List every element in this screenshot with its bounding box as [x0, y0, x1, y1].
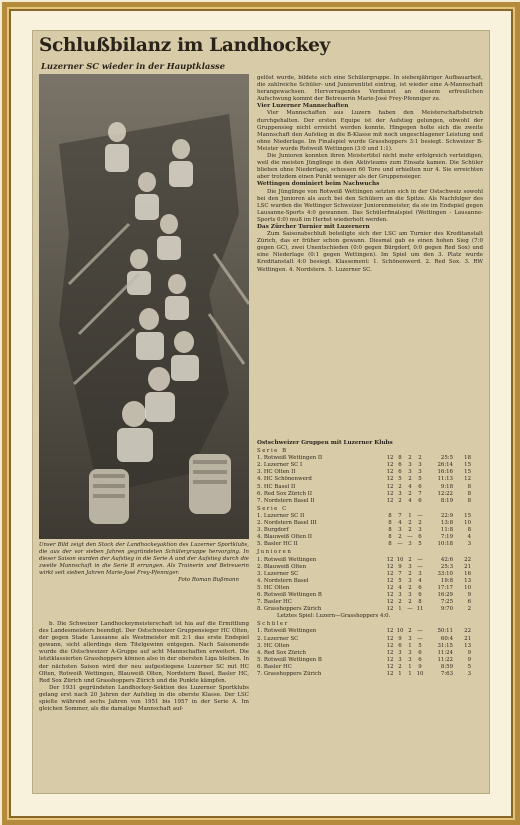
draws: 3 [408, 462, 412, 469]
goal-difference: 33:10 [437, 570, 453, 577]
wins: 9 [398, 635, 402, 642]
goal-difference: 10:18 [437, 541, 453, 548]
goal-difference: 12:22 [437, 490, 453, 497]
team-name: 2. Luzerner SC I [257, 462, 303, 469]
points: 22 [464, 556, 471, 563]
standings-row [257, 469, 485, 476]
wins: 5 [398, 577, 402, 584]
wins: 6 [398, 642, 402, 649]
draws: 2 [408, 556, 412, 563]
team-name: 4. Red Sox Zürich [257, 649, 306, 656]
wins: 2 [398, 599, 402, 606]
losses: 3 [418, 469, 422, 476]
wins: 7 [398, 512, 402, 519]
standings-row [257, 650, 485, 657]
losses: 3 [418, 527, 422, 534]
article-right-column [257, 75, 483, 274]
losses: 3 [418, 462, 422, 469]
games-played: 12 [386, 599, 394, 606]
wins: 2 [398, 534, 402, 541]
draws: 2 [408, 476, 412, 483]
standings-row [257, 513, 485, 520]
group-heading: Serie C [257, 505, 288, 512]
games-played: 8 [388, 527, 392, 534]
wins: 4 [398, 520, 402, 527]
standings-title: Ostschweizer Gruppen mit Luzerner Klubs [257, 440, 393, 446]
points: 3 [467, 671, 471, 677]
points: 16 [464, 570, 471, 577]
points: 8 [467, 497, 471, 504]
wins: 8 [398, 455, 402, 462]
losses: — [417, 635, 423, 642]
losses: 7 [418, 490, 422, 497]
standings-tables [257, 440, 485, 678]
wins: 1 [398, 671, 402, 677]
draws: 2 [408, 599, 412, 606]
goal-difference: 31:15 [437, 642, 453, 649]
wins: 2 [398, 497, 402, 504]
team-name: 1. Rotweiß Wettingen II [257, 455, 323, 462]
points: 12 [464, 476, 471, 483]
losses: — [417, 556, 423, 563]
wins: 3 [398, 649, 402, 656]
goal-difference: 60:4 [440, 635, 453, 642]
team-name: 2. Blauweiß Olten [257, 563, 307, 570]
standings-row [257, 455, 485, 462]
wins: 1 [398, 606, 402, 613]
team-name: 7. Nordstern Basel II [257, 497, 315, 504]
wins: 7 [398, 570, 402, 577]
games-played: 12 [386, 649, 394, 656]
team-name: 6. Red Sox Zürich II [257, 490, 312, 497]
points: 15 [464, 512, 471, 519]
losses: 5 [418, 642, 422, 649]
losses: 11 [416, 606, 424, 613]
goal-difference: 19:8 [440, 577, 453, 584]
headline: Schlußbilanz im Landhockey [39, 35, 331, 56]
draws: 3 [408, 649, 412, 656]
standings-row [257, 491, 485, 498]
goal-difference: 42:6 [440, 556, 453, 563]
standings-row [257, 520, 485, 527]
goal-difference: 8:59 [440, 663, 453, 670]
wins: 10 [396, 628, 404, 635]
paragraph: Die Jünglinge von Rotweiß Wettingen setzten sich in der Ostschweiz sowohl bei den Junioren als auch bei den Schülern an die Spitze. Als Nachfolger des LSC wurden die Wettinger Schweizer Juniorenmeister, da sie im Endspiel gegen Lausanne-Sports 4:0 gewannen. Das Schülerfinalspiel (Wettingen - Lausanne-Sports 0:0) muß im Herbst wiederholt werden. [257, 188, 483, 223]
goal-difference: 7:25 [440, 599, 453, 606]
goal-difference: 26:14 [437, 462, 453, 469]
goal-difference: 16:16 [437, 469, 453, 476]
losses: 3 [418, 570, 422, 577]
team-name: 3. HC Olten [257, 642, 290, 649]
draws: — [407, 606, 413, 613]
losses: 5 [418, 476, 422, 483]
games-played: 12 [386, 556, 394, 563]
losses: — [417, 563, 423, 570]
draws: 2 [408, 584, 412, 591]
paragraph: Zum Saisonabschluß beteiligte sich der LSC am Turnier des Kreditanstalt Zürich, das er früher schon gewann. Diesmal gab es einen hohen Sieg (7:0 gegen GC), zwei Unentschieden (0:0 gegen Bürgdorf, 0:0 gegen Red Sox) und eine Niederlage (0:1 gegen Wettingen). Im Spiel um den 3. Platz wurde Kreditanstalt 4:0 besiegt. Klassement: 1. Schönenwerd. 2. Red Sox. 3. RW Wettingen. 4. Nordstern. 5. Luzerner SC. [257, 231, 483, 273]
games-played: 12 [386, 570, 394, 577]
games-played: 12 [386, 635, 394, 642]
wins: 3 [398, 527, 402, 534]
team-name: 3. Burgdorf [257, 527, 289, 534]
team-name: 1. Luzerner SC II [257, 512, 305, 519]
games-played: 12 [386, 584, 394, 591]
draws: 2 [408, 527, 412, 534]
paragraph: Vier Mannschaften aus Luzern haben den Meisterschaftsbetrieb durchgehalten. Der ersten Equipe ist der Aufstieg gelungen, obwohl der Gruppensieg nicht erreicht werden konnte. Hingegen holte sich die zweite Mannschaft den Aufstieg in die B-Klasse mit noch ungeschlagener Leistung und ohne Niederlage. Im Finalspiel wurde Grasshoppers 3:1 besiegt. Schweizer B-Meister wurde Rotweiß Wettingen (3:0 und 1:1). [257, 110, 483, 152]
standings-row [257, 636, 485, 643]
points: 6 [467, 599, 471, 606]
team-name: 1. Rotweiß Wettingen [257, 556, 317, 563]
standings-row [257, 527, 485, 534]
losses: 2 [418, 520, 422, 527]
games-played: 12 [386, 469, 394, 476]
losses: — [417, 628, 423, 635]
draws: 3 [408, 541, 412, 548]
group-heading: Junioren [257, 549, 293, 556]
draws: 3 [408, 635, 412, 642]
standings-row [257, 671, 485, 678]
games-played: 12 [386, 663, 394, 670]
paragraph: Der 1931 gegründeten Landhockey-Sektion des Luzerner Sportklubs gelang erst nach 20 Jahren der Aufstieg in die oberste Klasse. Der LSC spielte während sechs Jahren von 1951 bis 1957 in der Serie A. Im gleichen Sommer, als die damalige Mannschaft auf- [39, 684, 249, 713]
wins: — [397, 541, 403, 548]
games-played: 12 [386, 563, 394, 570]
points: 10 [464, 520, 471, 527]
goal-difference: 13:8 [440, 520, 453, 527]
goal-difference: 17:17 [437, 584, 453, 591]
points: 22 [464, 628, 471, 635]
goal-difference: 9:70 [440, 606, 453, 613]
team-name: 2. Luzerner SC [257, 635, 299, 642]
photo-credit: Foto Roman Bußmann [178, 576, 239, 583]
wins: 6 [398, 462, 402, 469]
standings-groups [257, 448, 485, 678]
standings-row [257, 571, 485, 578]
points: 3 [467, 541, 471, 548]
goal-difference: 11:22 [437, 656, 453, 663]
team-name: 2. Nordstern Basel III [257, 520, 317, 527]
draws: 4 [408, 483, 412, 490]
standings-row [257, 606, 485, 613]
points: 4 [467, 534, 471, 541]
draws: 1 [408, 512, 412, 519]
losses: 6 [418, 534, 422, 541]
subheadline: Luzerner SC wieder in der Hauptklasse [41, 61, 226, 71]
group-note: Letztes Spiel: Luzern—Grasshoppers 4:0. [277, 613, 391, 620]
team-name: 4. Blauweiß Olten II [257, 534, 313, 541]
standings-row [257, 534, 485, 541]
standings-row [257, 664, 485, 671]
points: 9 [467, 656, 471, 663]
games-played: 12 [386, 455, 394, 462]
draws: 4 [408, 497, 412, 504]
photo-caption [39, 542, 249, 583]
games-played: 12 [386, 476, 394, 483]
games-played: 12 [386, 642, 394, 649]
standings-row [257, 564, 485, 571]
points: 13 [464, 577, 471, 584]
games-played: 8 [388, 512, 392, 519]
article-left-column [39, 621, 249, 713]
team-name: 6. Rotweiß Wettingen B [257, 591, 322, 598]
games-played: 8 [388, 534, 392, 541]
points: 21 [464, 563, 471, 570]
standings-row [257, 484, 485, 491]
losses: 4 [418, 577, 422, 584]
points: 2 [467, 606, 471, 613]
goal-difference: 22:9 [440, 512, 453, 519]
losses: 6 [418, 584, 422, 591]
losses: — [417, 512, 423, 519]
goal-difference: 11:8 [440, 527, 453, 534]
games-played: 12 [386, 606, 394, 613]
points: 8 [467, 490, 471, 497]
losses: 5 [418, 541, 422, 548]
draws: 3 [408, 591, 412, 598]
draws: 1 [408, 671, 412, 677]
games-played: 12 [386, 656, 394, 663]
wins: 2 [398, 663, 402, 670]
goal-difference: 16:29 [437, 591, 453, 598]
group-heading: Schüler [257, 621, 289, 628]
losses: 6 [418, 656, 422, 663]
losses: 6 [418, 497, 422, 504]
standings-row [257, 476, 485, 483]
team-name: 7. Grasshoppers Zürich [257, 671, 322, 677]
points: 15 [464, 462, 471, 469]
losses: 8 [418, 599, 422, 606]
draws: 3 [408, 469, 412, 476]
group-heading: Serie B [257, 448, 288, 455]
team-name: 3. Luzerner SC [257, 570, 299, 577]
goal-difference: 7:63 [440, 671, 453, 677]
team-name: 3. HC Olten II [257, 469, 296, 476]
draws: 3 [408, 577, 412, 584]
newspaper-clipping [32, 30, 490, 794]
points: 8 [467, 527, 471, 534]
losses: 2 [418, 455, 422, 462]
losses: 6 [418, 649, 422, 656]
team-name: 5. Rotweiß Wettingen B [257, 656, 322, 663]
section-heading: Das Zürcher Turnier mit Luzernern [257, 223, 370, 230]
standings-row [257, 599, 485, 606]
games-played: 12 [386, 490, 394, 497]
wins: 10 [396, 556, 404, 563]
games-played: 12 [386, 591, 394, 598]
team-name: 5. HC Basel II [257, 483, 296, 490]
team-name: 8. Grasshoppers Zürich [257, 606, 322, 613]
wins: 4 [398, 584, 402, 591]
standings-row [257, 541, 485, 548]
standings-row [257, 592, 485, 599]
wins: 9 [398, 563, 402, 570]
team-name: 4. Nordstern Basel [257, 577, 309, 584]
goal-difference: 50:11 [437, 628, 453, 635]
section-heading: Wettingen dominiert beim Nachwuchs [257, 181, 380, 188]
points: 9 [467, 591, 471, 598]
draws: 2 [408, 570, 412, 577]
goal-difference: 9:18 [440, 483, 453, 490]
goal-difference: 11:24 [437, 649, 453, 656]
goal-difference: 11:13 [437, 476, 453, 483]
goal-difference: 7:19 [440, 534, 453, 541]
losses: 6 [418, 591, 422, 598]
wins: 2 [398, 483, 402, 490]
games-played: 12 [386, 497, 394, 504]
games-played: 8 [388, 520, 392, 527]
paragraph: gelöst wurde, bildete sich eine Schülergruppe. In siebenjähriger Aufbauarbeit, die zahlreiche Schüler- und Juniorentitel eintrug, ist wieder eine A-Mannschaft herangewachsen. Hervorragendes Verdienst an diesem erfreulichen Aufschwung kommt der Betreuerin Marie-José Frey-Pfenniger zu. [257, 75, 483, 103]
points: 15 [464, 469, 471, 476]
games-played: 12 [386, 671, 394, 677]
draws: 2 [408, 520, 412, 527]
team-name: 5. HC Olten [257, 584, 290, 591]
standings-row [257, 628, 485, 635]
losses: 10 [416, 671, 424, 677]
points: 9 [467, 649, 471, 656]
games-played: 12 [386, 577, 394, 584]
wins: 3 [398, 591, 402, 598]
team-name: 5. Basler HC II [257, 541, 298, 548]
draws: 3 [408, 656, 412, 663]
goal-difference: 8:19 [440, 497, 453, 504]
section-heading: Vier Luzerner Mannschaften [257, 103, 349, 110]
wins: 3 [398, 490, 402, 497]
points: 10 [464, 584, 471, 591]
games-played: 12 [386, 483, 394, 490]
games-played: 12 [386, 628, 394, 635]
paragraph: Die Junioren konnten ihren Meistertitel nicht mehr erfolgreich verteidigen, weil die meisten Jünglinge in den Aktivteams zum Einsatz kamen. Die Schüler blieben ohne Niederlage, schossen 60 Tore und erhielten nur 4. Sie erreichten aber trotzdem einen Punkt weniger als der Gruppensieger. [257, 153, 483, 181]
draws: — [407, 534, 413, 541]
team-name: 4. HC Schönenwerd [257, 476, 312, 483]
caption-text: Unser Bild zeigt den Stock der Landhockeyaktion des Luzerner Sportklubs, die aus der vor sieben Jahren gegründeten Schülergruppe hervorging. In dieser Saison wurden der Aufstieg in die Serie A und der Aufstieg durch die zweite Mannschaft in die Serie B errungen. Als Trainerin und Betreuerin wirkt seit sieben Jahren Marie-José Frey-Pfenniger. [39, 542, 249, 576]
losses: 9 [418, 663, 422, 670]
points: 18 [464, 455, 471, 462]
points: 13 [464, 642, 471, 649]
standings-row [257, 643, 485, 650]
draws: 1 [408, 642, 412, 649]
team-name: 1. Rotweiß Wettingen [257, 628, 317, 635]
games-played: 8 [388, 541, 392, 548]
team-name: 7. Basler HC [257, 599, 292, 606]
goal-difference: 25:3 [440, 563, 453, 570]
draws: 2 [408, 490, 412, 497]
points: 21 [464, 635, 471, 642]
draws: 3 [408, 563, 412, 570]
team-name: 6. Basler HC [257, 663, 292, 670]
points: 8 [467, 483, 471, 490]
standings-row [257, 462, 485, 469]
standings-row [257, 498, 485, 505]
wins: 5 [398, 476, 402, 483]
standings-row [257, 578, 485, 585]
draws: 2 [408, 455, 412, 462]
draws: 1 [408, 663, 412, 670]
points: 5 [467, 663, 471, 670]
paragraph: b. Die Schweizer Landhockeymeisterschaft ist hia auf die Ermittlung des Landesmeisters beendigt. Der Ostschweizer Gruppensieger HC Olten, der gegen Stade Lausanne als Westmeister mit 2:1 das erste Endspiel gewann, sicht allerdings dem Titelgewinn entgegen. Nach Saisonende wurde die Ostschweizer A-Gruppe auf acht Mannschaften erweitert. Die letztklassierten Grasshoppers können also in der obersten Liga bleiben. In der nächsten Saison wird der neu aufgestiegene Luzerner SC mit HC Olten, Rotweiß Wettingen, Blauweiß Olten, Nordstern Basel, Basler HC, Red Sox Zürich und Grasshoppers Zürich und die Punkte kämpfen. [39, 621, 249, 684]
wins: 6 [398, 469, 402, 476]
wins: 3 [398, 656, 402, 663]
team-photo [39, 74, 249, 539]
standings-row [257, 557, 485, 564]
draws: 2 [408, 628, 412, 635]
games-played: 12 [386, 462, 394, 469]
losses: 6 [418, 483, 422, 490]
standings-row [257, 585, 485, 592]
goal-difference: 25:5 [440, 455, 453, 462]
standings-row [257, 657, 485, 664]
